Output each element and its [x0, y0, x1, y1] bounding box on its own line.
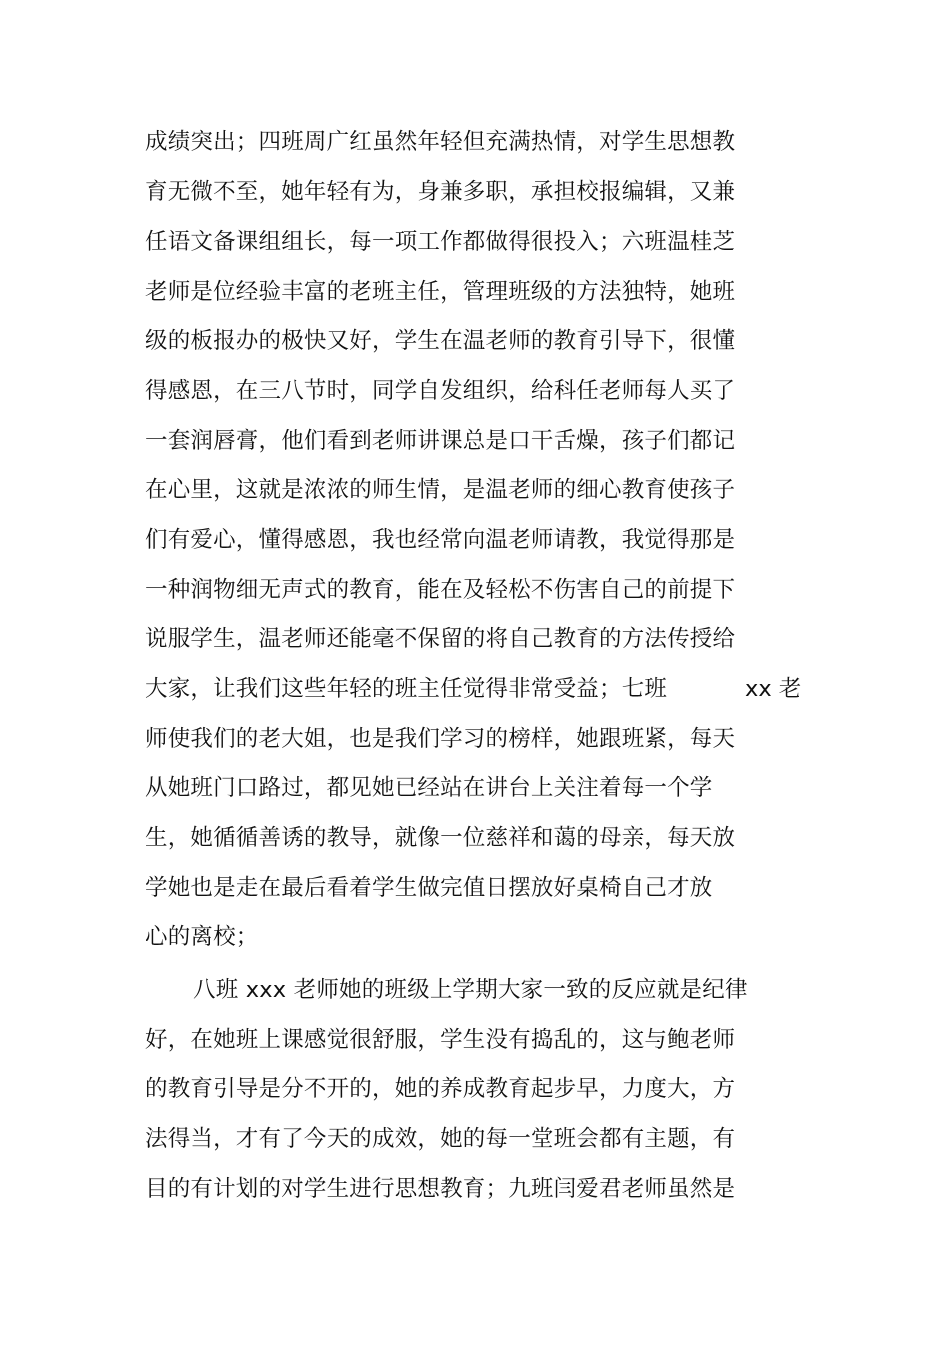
text-line-tail: xx 老	[745, 676, 802, 702]
text-line: 的教育引导是分不开的，她的养成教育起步早，力度大，方	[145, 1076, 736, 1102]
text-line: 大家，让我们这些年轻的班主任觉得非常受益；七班	[145, 676, 668, 702]
text-line: 一种润物细无声式的教育，能在及轻松不伤害自己的前提下	[145, 577, 736, 603]
text-line: 一套润唇膏，他们看到老师讲课总是口干舌燥，孩子们都记	[145, 428, 736, 454]
text-line: 心的离校；	[145, 924, 259, 950]
text-line: 目的有计划的对学生进行思想教育；九班闫爱君老师虽然是	[145, 1176, 736, 1202]
text-line: 级的板报办的极快又好，学生在温老师的教育引导下，很懂	[145, 328, 736, 354]
text-line: 生，她循循善诱的教导，就像一位慈祥和蔼的母亲，每天放	[145, 825, 736, 851]
text-line: 任语文备课组组长，每一项工作都做得很投入；六班温桂芝	[145, 229, 736, 255]
text-line: 从她班门口路过，都见她已经站在讲台上关注着每一个学	[145, 775, 713, 801]
text-line: 育无微不至，她年轻有为，身兼多职，承担校报编辑，又兼	[145, 179, 736, 205]
text-line: 们有爱心，懂得感恩，我也经常向温老师请教，我觉得那是	[145, 527, 736, 553]
text-line: 好，在她班上课感觉很舒服，学生没有捣乱的，这与鲍老师	[145, 1027, 736, 1053]
text-line: 法得当，才有了今天的成效，她的每一堂班会都有主题，有	[145, 1126, 736, 1152]
text-line: 在心里，这就是浓浓的师生情，是温老师的细心教育使孩子	[145, 477, 736, 503]
text-line: 说服学生，温老师还能毫不保留的将自己教育的方法传授给	[145, 626, 736, 652]
text-line: 学她也是走在最后看着学生做完值日摆放好桌椅自己才放	[145, 875, 713, 901]
text-line: 老师是位经验丰富的老班主任，管理班级的方法独特，她班	[145, 279, 736, 305]
text-line: 八班 xxx 老师她的班级上学期大家一致的反应就是纪律	[193, 977, 748, 1003]
text-line: 师使我们的老大姐，也是我们学习的榜样，她跟班紧，每天	[145, 726, 736, 752]
text-line: 得感恩，在三八节时，同学自发组织，给科任老师每人买了	[145, 378, 736, 404]
text-line: 成绩突出；四班周广红虽然年轻但充满热情，对学生思想教	[145, 129, 736, 155]
